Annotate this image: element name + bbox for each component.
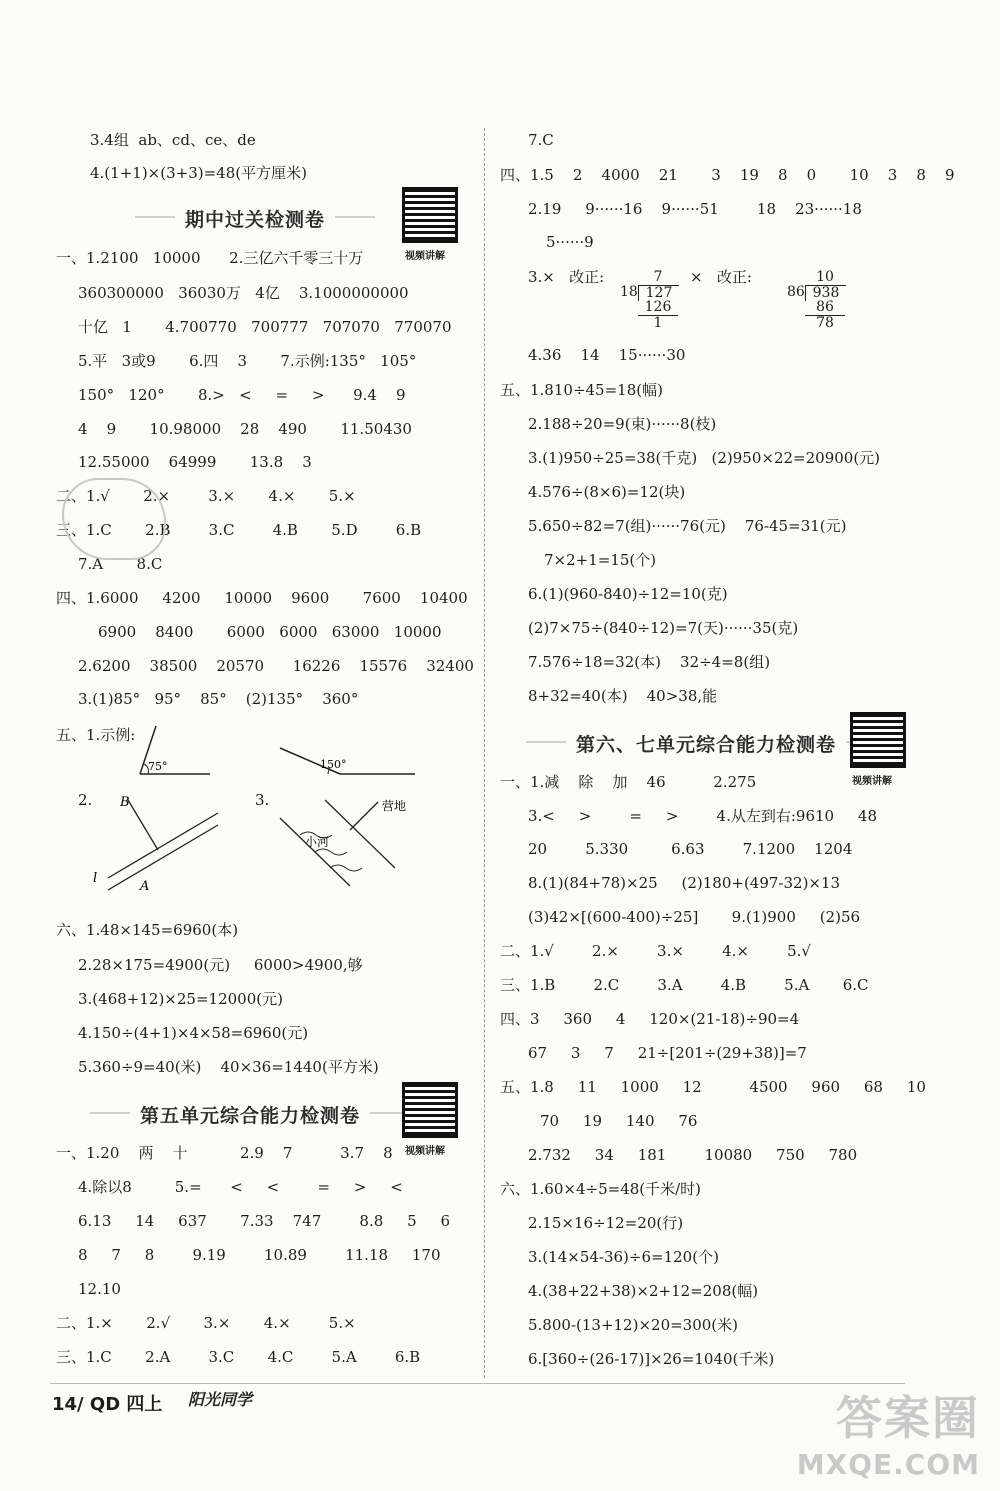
column-divider <box>484 128 485 1378</box>
watermark-line1: 答案圈 <box>836 1391 980 1445</box>
answer-line: 六、1.60×4÷5=48(千米/时) <box>500 1180 702 1198</box>
qr-code-icon[interactable] <box>402 187 458 243</box>
answer-line: 2.28×175=4900(元) 6000>4900,够 <box>78 956 363 974</box>
answer-line: 五、1.示例: <box>56 726 136 744</box>
answer-line: 四、3 360 4 120×(21-18)÷90=4 <box>500 1010 800 1028</box>
point-A: A <box>140 879 150 894</box>
answer-line: 6.[360÷(26-17)]×26=1040(千米) <box>528 1350 775 1368</box>
answer-line: 4.576÷(8×6)=12(块) <box>528 483 686 501</box>
section-title-unit5: 第五单元综合能力检测卷 <box>140 1101 360 1128</box>
brand-logo: 阳光同学 <box>188 1390 253 1409</box>
answer-line: 5.平 3或9 6.四 3 7.示例:135° 105° <box>78 352 417 370</box>
river-figure <box>270 790 440 890</box>
answer-line: 4.除以8 5.= < < = > < <box>78 1178 403 1196</box>
answer-line: 20 5.330 6.63 7.1200 1204 <box>528 840 853 858</box>
answer-line: 3.(1)950÷25=38(千克) (2)950×22=20900(元) <box>528 449 881 467</box>
page-number: 14/ QD 四上 <box>52 1394 163 1415</box>
answer-line: 12.55000 64999 13.8 3 <box>78 453 312 471</box>
perpendicular-figure <box>88 790 238 895</box>
answer-line: 三、1.C 2.B 3.C 4.B 5.D 6.B <box>56 521 422 539</box>
answer-line: 二、1.√ 2.× 3.× 4.× 5.× <box>56 487 356 505</box>
answer-line: 三、1.C 2.A 3.C 4.C 5.A 6.B <box>56 1348 421 1366</box>
answer-line: 四、1.5 2 4000 21 3 19 8 0 10 3 8 9 <box>500 166 955 184</box>
answer-line: 5.360÷9=40(米) 40×36=1440(平方米) <box>78 1058 379 1076</box>
section-title-midterm: 期中过关检测卷 <box>185 205 325 232</box>
answer-line: 4.(38+22+38)×2+12=208(幅) <box>528 1282 759 1300</box>
answer-line: 3.(14×54-36)÷6=120(个) <box>528 1248 719 1266</box>
answer-line: 一、1.20 两 十 2.9 7 3.7 8 <box>56 1144 393 1162</box>
answer-line: 十亿 1 4.700770 700777 707070 770070 <box>78 318 452 336</box>
qr-label: 视频讲解 <box>405 251 445 262</box>
answer-line: 4 9 10.98000 28 490 11.50430 <box>78 420 412 438</box>
answer-line: 4.(1+1)×(3+3)=48(平方厘米) <box>90 164 307 182</box>
section-title-unit67: 第六、七单元综合能力检测卷 <box>576 730 836 757</box>
answer-line: 150° 120° 8.> < = > 9.4 9 <box>78 386 406 404</box>
answer-line: 3.4组 ab、cd、ce、de <box>90 131 256 149</box>
point-B: B <box>120 795 130 810</box>
answer-line: 3.< > = > 4.从左到右:9610 48 <box>528 807 878 825</box>
answer-line: (2)7×75÷(840÷12)=7(天)······35(克) <box>528 619 799 637</box>
answer-line: 二、1.√ 2.× 3.× 4.× 5.√ <box>500 942 811 960</box>
answer-line: 一、1.减 除 加 46 2.275 <box>500 773 757 791</box>
answer-line: 8 7 8 9.19 10.89 11.18 170 <box>78 1246 441 1264</box>
answer-line: 2.732 34 181 10080 750 780 <box>528 1146 858 1164</box>
answer-line: 一、1.2100 10000 2.三亿六千零三十万 <box>56 249 364 267</box>
stamp-logo <box>62 478 166 560</box>
answer-line: 8.(1)(84+78)×25 (2)180+(497-32)×13 <box>528 874 841 892</box>
qr-label: 视频讲解 <box>405 1146 445 1157</box>
answer-line: 6.13 14 637 7.33 747 8.8 5 6 <box>78 1212 451 1230</box>
angle-150-label: 150° <box>320 758 347 771</box>
answer-line: 2.188÷20=9(束)······8(枝) <box>528 415 717 433</box>
watermark-line2: MXQE.COM <box>796 1448 980 1481</box>
answer-line: 2.6200 38500 20570 16226 15576 32400 <box>78 657 474 675</box>
qr-code-icon[interactable] <box>850 712 906 768</box>
answer-line: 5.650÷82=7(组)······76(元) 76-45=31(元) <box>528 517 847 535</box>
answer-line: 5.800-(13+12)×20=300(米) <box>528 1316 739 1334</box>
answer-line: 6.(1)(960-840)÷12=10(克) <box>528 585 728 603</box>
answer-line: 360300000 36030万 4亿 3.1000000000 <box>78 284 409 302</box>
qr-code-icon[interactable] <box>402 1082 458 1138</box>
answer-line: 7.C <box>528 131 554 149</box>
qr-label: 视频讲解 <box>852 776 892 787</box>
watermark <box>797 1382 980 1481</box>
answer-line: 8+32=40(本) 40>38,能 <box>528 687 718 705</box>
answer-line: 四、1.6000 4200 10000 9600 7600 10400 <box>56 589 468 607</box>
answer-line: 4.36 14 15······30 <box>528 346 686 364</box>
answer-line: × 改正: <box>690 268 752 286</box>
answer-line: 4.150÷(4+1)×4×58=6960(元) <box>78 1024 309 1042</box>
answer-line: 70 19 140 76 <box>540 1112 698 1130</box>
answer-line: 67 3 7 21÷[201÷(29+38)]=7 <box>528 1044 807 1062</box>
answer-line: 7.576÷18=32(本) 32÷4=8(组) <box>528 653 771 671</box>
answer-line: 五、1.8 11 1000 12 4500 960 68 10 <box>500 1078 926 1096</box>
river-label: 小河 <box>305 835 330 849</box>
answer-line: 7×2+1=15(个) <box>544 551 657 569</box>
camp-label: 营地 <box>382 799 407 813</box>
angle-figures <box>130 718 450 778</box>
answer-line: 3.× 改正: <box>528 268 605 286</box>
answer-line: 六、1.48×145=6960(本) <box>56 921 239 939</box>
footer-rule <box>50 1383 905 1384</box>
answer-line: 6900 8400 6000 6000 63000 10000 <box>98 623 442 641</box>
answer-line: 三、1.B 2.C 3.A 4.B 5.A 6.C <box>500 976 869 994</box>
answer-line: 3. <box>255 791 270 809</box>
answer-line: 3.(468+12)×25=12000(元) <box>78 990 283 1008</box>
answer-line: 5······9 <box>546 233 594 251</box>
answer-line: (3)42×[(600-400)÷25] 9.(1)900 (2)56 <box>528 908 861 926</box>
answer-line: 3.(1)85° 95° 85° (2)135° 360° <box>78 690 359 708</box>
angle-75-label: 75° <box>148 760 168 773</box>
answer-line: 2. <box>78 791 93 809</box>
answer-line: 7.A 8.C <box>78 555 163 573</box>
answer-line: 2.19 9······16 9······51 18 23······18 <box>528 200 862 218</box>
answer-line: 五、1.810÷45=18(幅) <box>500 381 663 399</box>
answer-line: 2.15×16÷12=20(行) <box>528 1214 684 1232</box>
answer-line: 12.10 <box>78 1280 121 1298</box>
line-l: l <box>93 871 98 886</box>
answer-line: 二、1.× 2.√ 3.× 4.× 5.× <box>56 1314 356 1332</box>
